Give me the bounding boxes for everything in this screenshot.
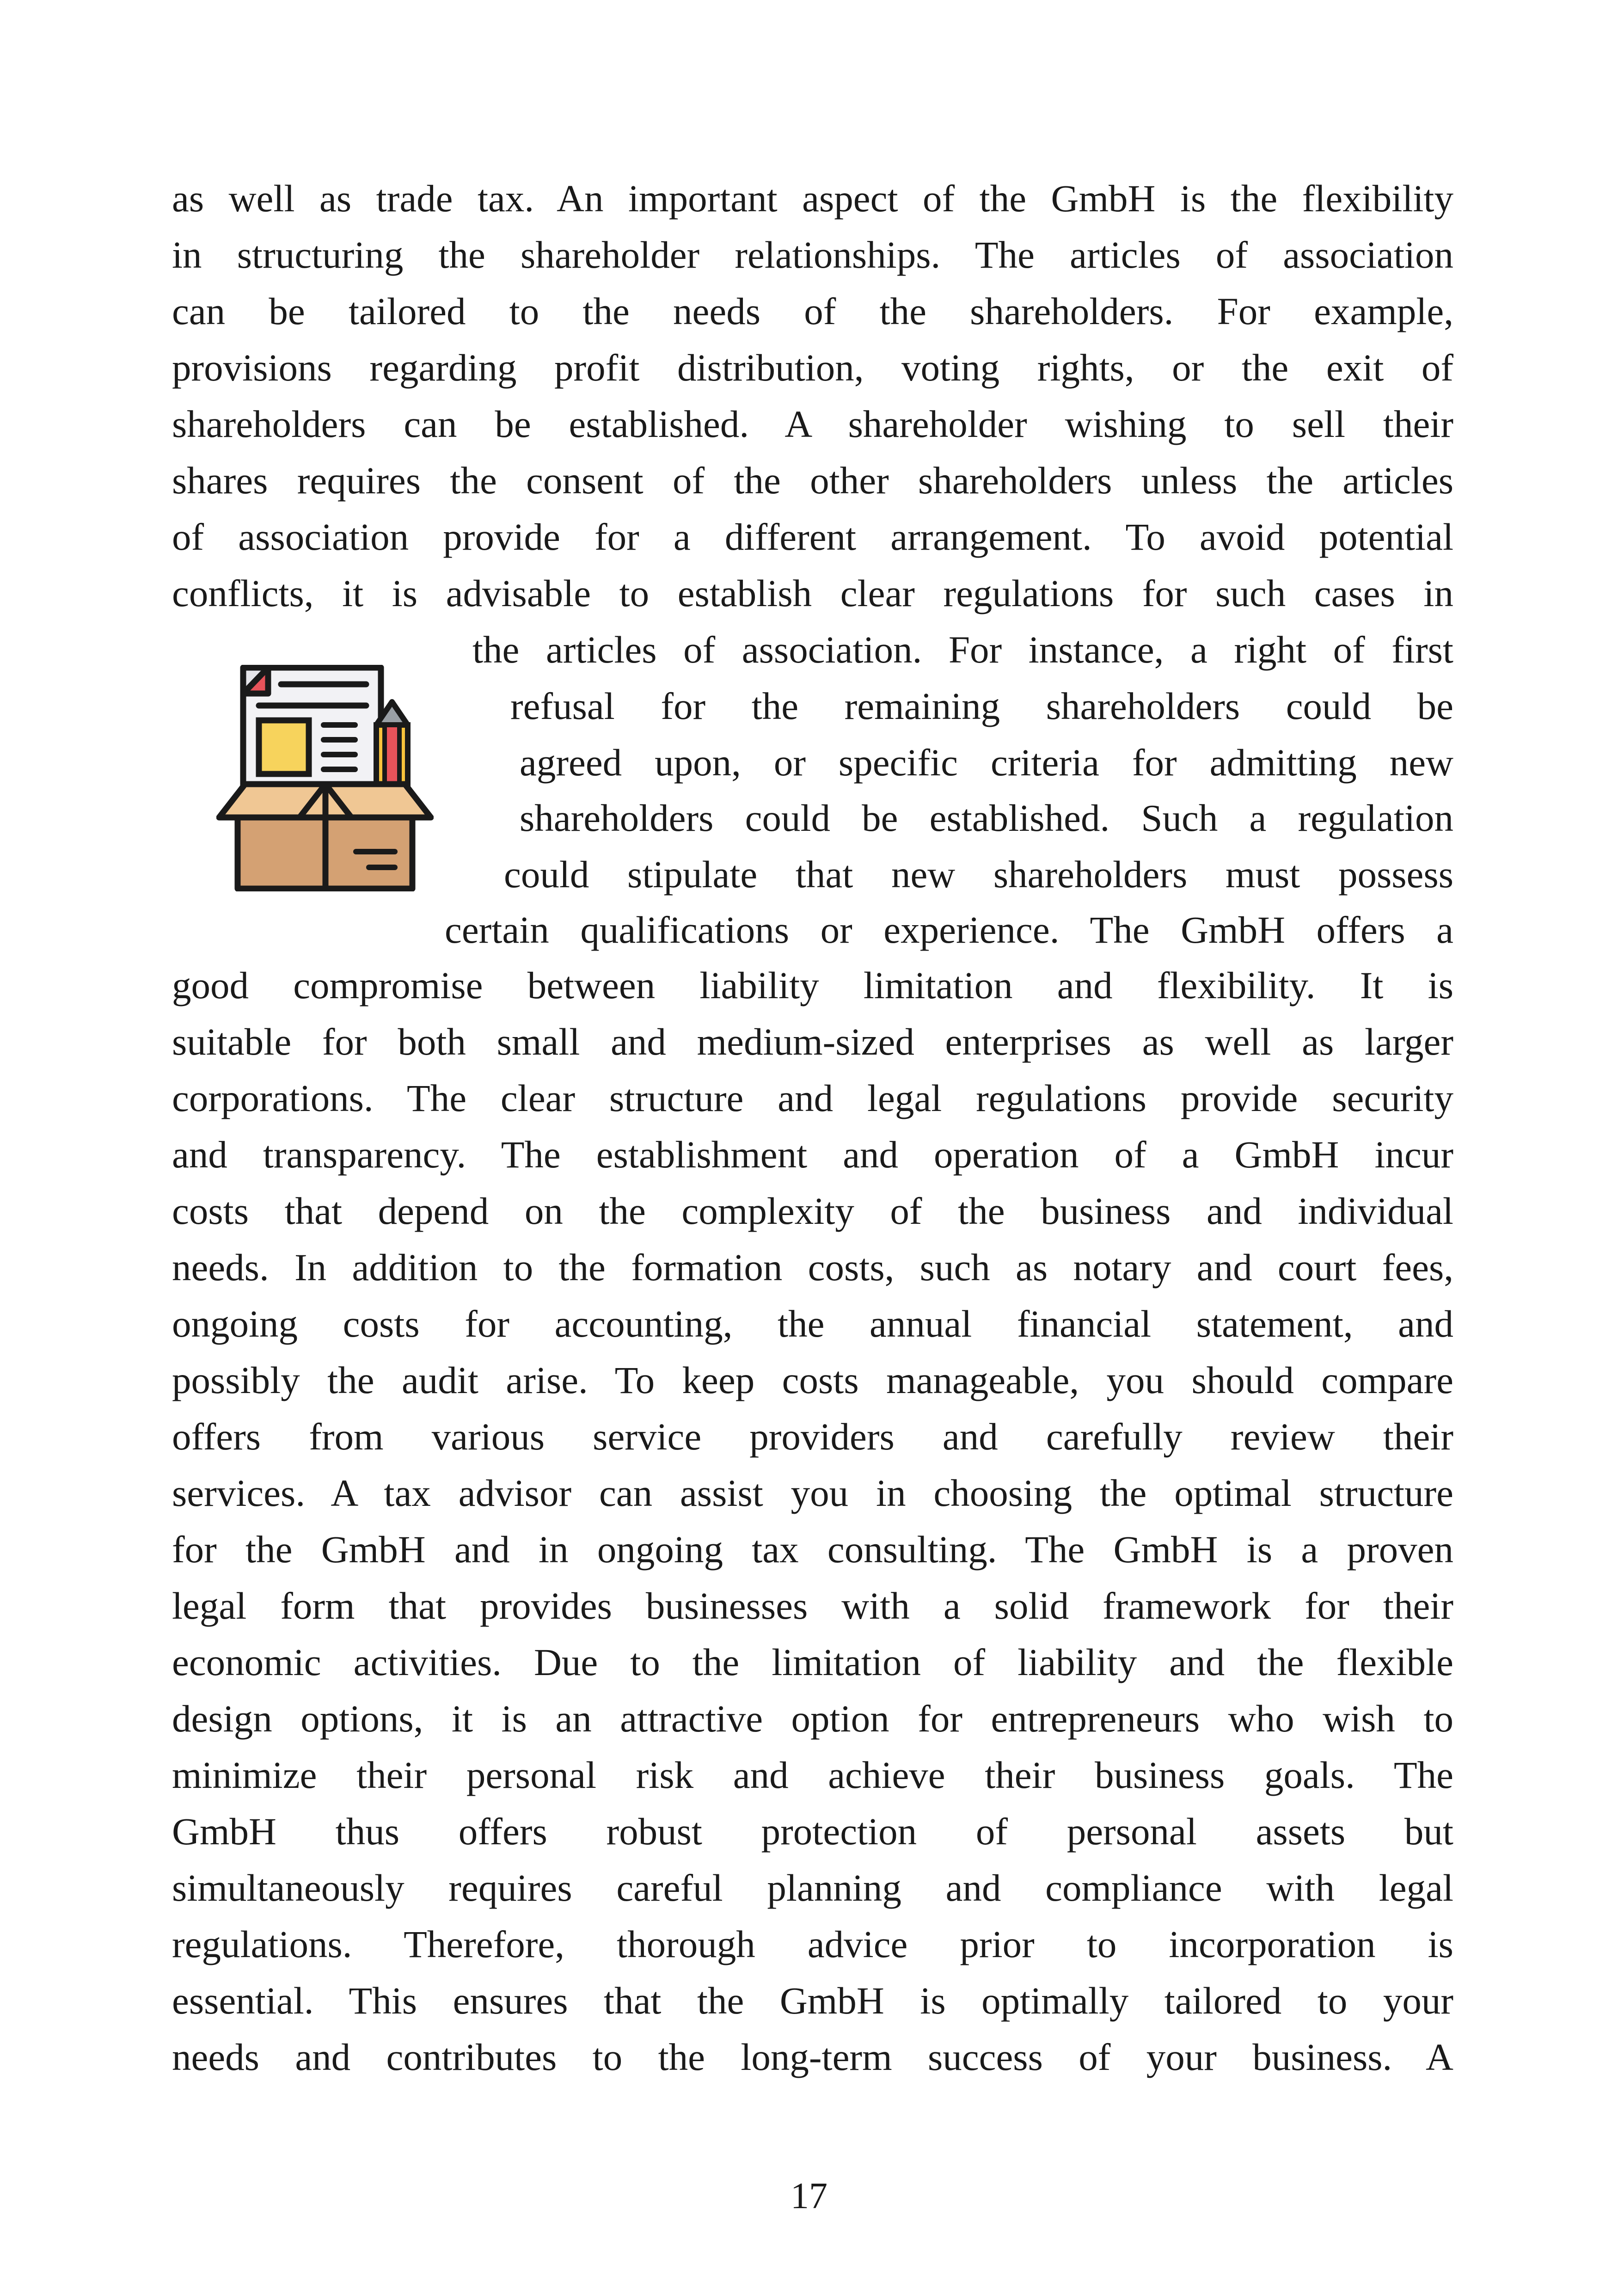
text-line: of association provide for a different arrangement. To avoid potential — [172, 516, 1453, 558]
text-line: offers from various service providers and carefully review their — [172, 1415, 1453, 1458]
paragraph-bottom — [172, 957, 1453, 2085]
text-line: shareholders could be established. Such a regulation — [520, 797, 1453, 839]
text-line: services. A tax advisor can assist you in choosing the optimal structure — [172, 1472, 1453, 1514]
paragraph-top — [172, 170, 1453, 621]
text-line: can be tailored to the needs of the shareholders. For example, — [172, 290, 1453, 332]
text-line: needs. In addition to the formation costs, such as notary and court fees, — [172, 1246, 1453, 1289]
text-line: GmbH thus offers robust protection of personal assets but — [172, 1810, 1453, 1853]
text-line: provisions regarding profit distribution, voting rights, or the exit of — [172, 346, 1453, 389]
text-line: agreed upon, or specific criteria for admitting new — [520, 741, 1453, 784]
text-line: needs and contributes to the long-term success of your business. A — [172, 2036, 1453, 2078]
text-line: simultaneously requires careful planning and compliance with legal — [172, 1866, 1453, 1909]
document-box-icon — [216, 665, 434, 891]
text-line: regulations. Therefore, thorough advice prior to incorporation is — [172, 1923, 1453, 1965]
text-line: ongoing costs for accounting, the annual financial statement, and — [172, 1302, 1453, 1345]
text-line: shareholders can be established. A shareholder wishing to sell their — [172, 403, 1453, 445]
text-line: costs that depend on the complexity of the business and individual — [172, 1190, 1453, 1232]
page-number: 17 — [791, 2176, 827, 2216]
text-line: and transparency. The establishment and operation of a GmbH incur — [172, 1133, 1453, 1176]
text-line: in structuring the shareholder relationships. The articles of association — [172, 233, 1453, 276]
text-line: legal form that provides businesses with a solid framework for their — [172, 1584, 1453, 1627]
text-line: possibly the audit arise. To keep costs manageable, you should compare — [172, 1359, 1453, 1401]
text-line: shares requires the consent of the other shareholders unless the articles — [172, 459, 1453, 502]
text-line: corporations. The clear structure and legal regulations provide security — [172, 1077, 1453, 1119]
text-line: for the GmbH and in ongoing tax consulting. The GmbH is a proven — [172, 1528, 1453, 1571]
text-line: could stipulate that new shareholders must possess — [504, 853, 1453, 896]
text-line: essential. This ensures that the GmbH is optimally tailored to your — [172, 1979, 1453, 2022]
text-line: economic activities. Due to the limitation of liability and the flexible — [172, 1641, 1453, 1683]
text-line: certain qualifications or experience. The GmbH offers a — [445, 909, 1453, 951]
text-line: refusal for the remaining shareholders could be — [510, 685, 1453, 727]
text-line: minimize their personal risk and achieve their business goals. The — [172, 1754, 1453, 1796]
text-line: as well as trade tax. An important aspect of the GmbH is the flexibility — [172, 177, 1453, 220]
text-line: suitable for both small and medium-sized enterprises as well as larger — [172, 1020, 1453, 1063]
text-line: conflicts, it is advisable to establish clear regulations for such cases in — [172, 572, 1453, 614]
text-line: good compromise between liability limitation and flexibility. It is — [172, 964, 1453, 1007]
text-line: the articles of association. For instance, a right of first — [472, 628, 1453, 671]
text-line: design options, it is an attractive option for entrepreneurs who wish to — [172, 1697, 1453, 1740]
